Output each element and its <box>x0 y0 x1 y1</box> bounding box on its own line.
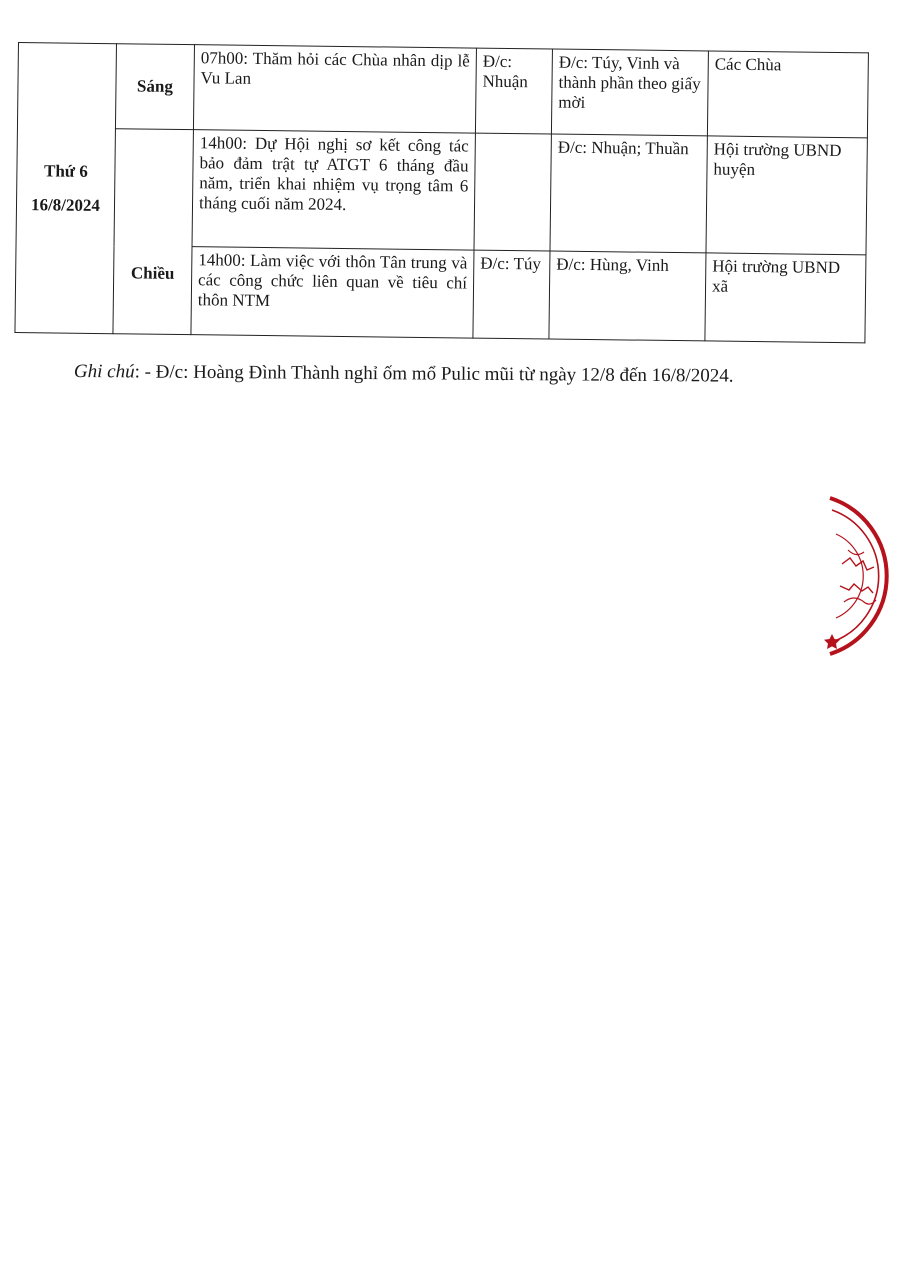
event-location: Hội trường UBND xã <box>705 253 866 343</box>
event-participants: Đ/c: Nhuận; Thuần <box>550 134 707 253</box>
footnote <box>74 360 734 389</box>
date-label: 16/8/2024 <box>30 194 101 215</box>
session-morning: Sáng <box>115 44 194 130</box>
event-lead: Đ/c: Túy <box>473 250 550 339</box>
table-row <box>17 43 868 138</box>
official-seal-icon <box>818 494 905 659</box>
footnote-label: Ghi chú <box>73 360 135 383</box>
footnote-text: : - Đ/c: Hoàng Đình Thành nghỉ ốm mổ Pulic mũi từ ngày 12/8 đến 16/8/2024. <box>134 361 734 387</box>
table-row <box>16 127 867 254</box>
event-lead <box>474 133 551 251</box>
event-participants: Đ/c: Túy, Vinh và thành phần theo giấy mời <box>551 49 708 136</box>
day-cell <box>15 43 117 334</box>
session-afternoon: Chiều <box>113 129 193 335</box>
weekday-label: Thứ 6 <box>43 160 88 181</box>
event-lead: Đ/c: Nhuận <box>475 48 552 134</box>
event-content: 14h00: Làm việc với thôn Tân trung và các công chức liên quan về tiêu chí thôn NTM <box>191 247 474 338</box>
event-location: Các Chùa <box>707 51 868 138</box>
event-content: 07h00: Thăm hỏi các Chùa nhân dịp lễ Vu Lan <box>193 45 476 133</box>
event-participants: Đ/c: Hùng, Vinh <box>549 251 706 341</box>
event-content: 14h00: Dự Hội nghị sơ kết công tác bảo đảm trật tự ATGT 6 tháng đầu năm, triển khai nhiệm vụ trọng tâm 6 tháng cuối năm 2024. <box>192 130 475 250</box>
event-location: Hội trường UBND huyện <box>706 136 867 255</box>
schedule-table <box>14 42 868 343</box>
